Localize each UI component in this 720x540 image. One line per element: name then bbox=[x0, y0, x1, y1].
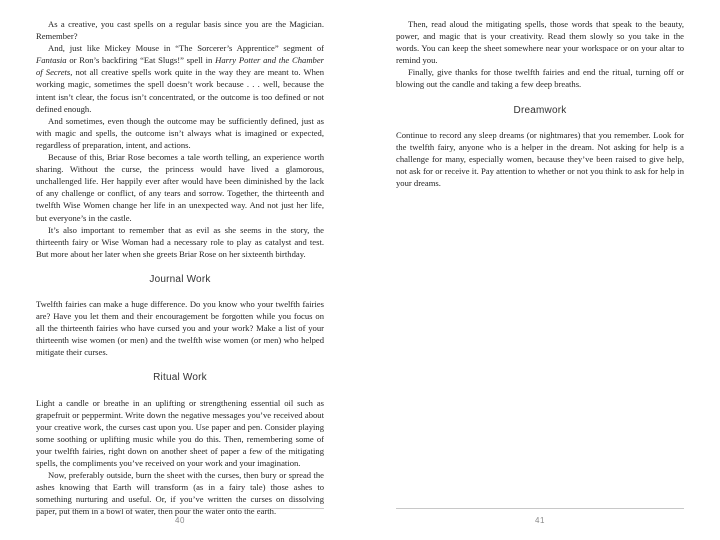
text-run: , not all creative spells work quite in the way they are meant to. When working magic, sometimes the spell doesn’t work because . . . well, because the intent isn’t clear, the focus isn’t concentrated, or the outcome is too defined or not defined enough. bbox=[36, 67, 324, 114]
paragraph: As a creative, you cast spells on a regular basis since you are the Magician. Remember? bbox=[36, 19, 324, 42]
paragraph-dreamwork: Continue to record any sleep dreams (or nightmares) that you remember. Look for the twelfth fairy, anyone who is a helper in the dream. Not asking for help is a challenge for many, especially women, because they’ve been raised to give help, not ask for or receive it. Pay attention to whether or not you think to ask for help in your dreams. bbox=[396, 129, 684, 189]
paragraph: It’s also important to remember that as evil as she seems in the story, the thirteenth fairy or Wise Woman had a necessary role to play as catalyst and test. But more about her later when she greets Briar Rose on her sixteenth birthday. bbox=[36, 224, 324, 259]
footer-rule bbox=[36, 508, 324, 509]
title-harry-potter: Harry Potter and the Chamber of Secrets bbox=[36, 55, 324, 78]
text-run: or Ron’s backfiring “Eat Slugs!” spell in bbox=[66, 55, 216, 66]
paragraph-fantasia bbox=[36, 42, 324, 115]
heading-journal-work: Journal Work bbox=[149, 273, 211, 285]
page-number: 40 bbox=[175, 516, 185, 525]
right-page-text bbox=[396, 18, 684, 189]
paragraph: Finally, give thanks for those twelfth fairies and end the ritual, turning off or blowing out the candle and taking a few deep breaths. bbox=[396, 67, 684, 90]
heading-dreamwork: Dreamwork bbox=[513, 104, 567, 116]
paragraph-ritual-2: Now, preferably outside, burn the sheet with the curses, then bury or spread the ashes knowing that Earth will transform (as in a fairy tale) those ashes to something nurturing and useful. Or, if you’ve written the curses on dissolving paper, put them in a bowl of water, then pour the water onto the earth. bbox=[36, 470, 324, 517]
title-fantasia: Fantasia bbox=[36, 55, 67, 66]
paragraph-ritual-1: Light a candle or breathe in an uplifting or strengthening essential oil such as grapefruit or peppermint. Write down the negative messages you’ve received about your creative work, the curses cast upon you. Use paper and pen. Consider playing some soothing or uplifting music while you do this. Then, remembering some of your twelfth fairies, right down on another sheet of paper a few of the mitigating spells, the compliments you’ve received on your work and your imagination. bbox=[36, 397, 324, 468]
left-page-text bbox=[36, 18, 324, 517]
paragraph-journal: Twelfth fairies can make a huge difference. Do you know who your twelfth fairies are? Have you let them and their encouragement be forgotten while you focus on all the thirteenth fairies who have cursed you and your work? Make a list of your thirteenth wise women (or men) and the twelfth wise women (or men) who helped mitigate their curses. bbox=[36, 298, 324, 358]
page-number: 41 bbox=[535, 516, 545, 525]
paragraph: Then, read aloud the mitigating spells, those words that speak to the beauty, power, and magic that is your creativity. Read them slowly so you take in the words. You can keep the sheet somewhere near your workspace or on your altar to remind you. bbox=[396, 19, 684, 66]
paragraph: And sometimes, even though the outcome may be sufficiently defined, just as with magic and spells, the outcome isn’t always what is imagined or expected, regardless of preparation, intent, and actions. bbox=[36, 115, 324, 150]
text-run: And, just like Mickey Mouse in “The Sorcerer’s Apprentice” segment of bbox=[48, 43, 324, 54]
paragraph: Because of this, Briar Rose becomes a tale worth telling, an experience worth sharing. Without the curse, the princess would have lived a glamorous, unchallenged life. Her happily ever after would have been diminished by the lack of any challenge or conflict, of any tears and sorrow. Together, the thirteenth and twelfth Wise Women change her life in an unexpected way. And not just her life, but everyone’s in the castle. bbox=[36, 152, 324, 223]
footer-rule bbox=[396, 508, 684, 509]
heading-ritual-work: Ritual Work bbox=[153, 372, 207, 384]
right-page bbox=[360, 0, 720, 540]
